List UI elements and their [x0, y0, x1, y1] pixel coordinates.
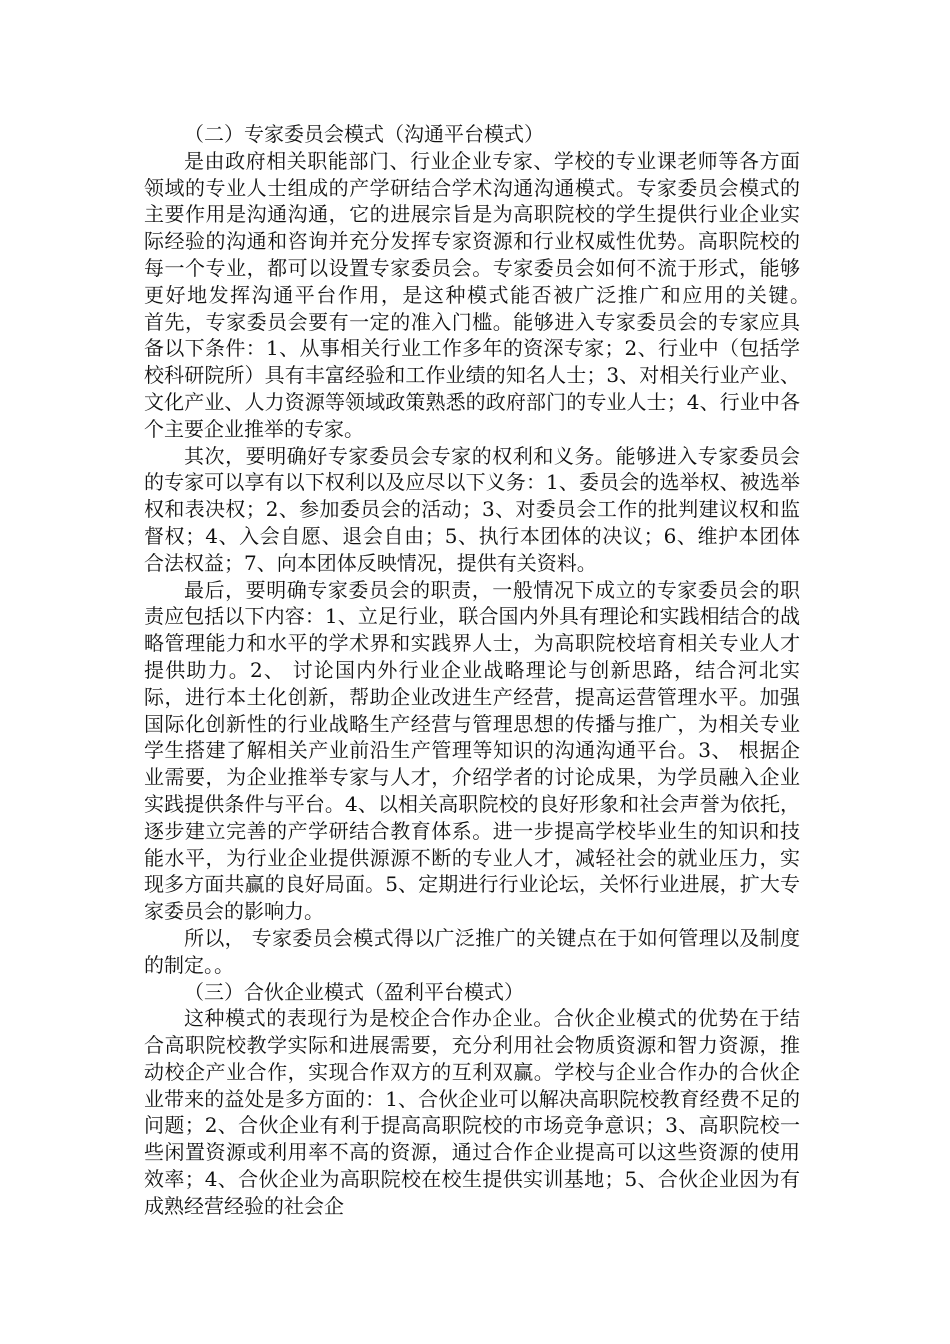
paragraph-expert-rights-duties: 其次，要明确好专家委员会专家的权利和义务。能够进入专家委员会的专家可以享有以下权利以及应尽以下义务：1、委员会的选举权、被选举权和表决权；2、参加委员会的活动；3、对委员会工作的批判建议权和监督权；4、入会自愿、退会自由；5、执行本团体的决议；6、维护本团体合法权益；7、向本团体反映情况，提供有关资料。 [144, 443, 800, 575]
paragraph-partnership-intro: 这种模式的表现行为是校企合作办企业。合伙企业模式的优势在于结合高职院校教学实际和进展需要，充分利用社会物质资源和智力资源，推动校企产业合作，实现合作双方的互利双赢。学校与企业合作办的合伙企业带来的益处是多方面的：1、合伙企业可以解决高职院校教育经费不足的问题；2、合伙企业有利于提高高职院校的市场竞争意识；3、高职院校一些闲置资源或利用率不高的资源，通过合作企业提高可以这些资源的使用效率；4、合伙企业为高职院校在校生提供实训基地；5、合伙企业因为有成熟经营经验的社会企 [144, 1006, 800, 1218]
section-heading-partnership: （三）合伙企业模式（盈利平台模式） [184, 979, 524, 1004]
paragraph-expert-responsibilities: 最后，要明确专家委员会的职责，一般情况下成立的专家委员会的职责应包括以下内容：1、立足行业，联合国内外具有理论和实践相结合的战略管理能力和水平的学术界和实践界人士，为高职院校培育相关专业人才提供助力。2、 讨论国内外行业企业战略理论与创新思路，结合河北实际，进行本土化创新，帮助企业改进生产经营，提高运营管理水平。加强国际化创新性的行业战略生产经营与管理思想的传播与推广，为相关专业学生搭建了解相关产业前沿生产管理等知识的沟通沟通平台。3、 根据企业需要，为企业推举专家与人才，介绍学者的讨论成果，为学员融入企业实践提供条件与平台。4、以相关高职院校的良好形象和社会声誉为依托，逐步建立完善的产学研结合教育体系。进一步提高学校毕业生的知识和技能水平，为行业企业提供源源不断的专业人才，减轻社会的就业压力，实现多方面共赢的良好局面。5、定期进行行业论坛，关怀行业进展，扩大专家委员会的影响力。 [144, 577, 800, 924]
paragraph-expert-committee-intro: 是由政府相关职能部门、行业企业专家、学校的专业课老师等各方面领域的专业人士组成的产学研结合学术沟通沟通模式。专家委员会模式的主要作用是沟通沟通，它的进展宗旨是为高职院校的学生提供行业企业实际经验的沟通和咨询并充分发挥专家资源和行业权威性优势。高职院校的每一个专业，都可以设置专家委员会。专家委员会如何不流于形式，能够更好地发挥沟通平台作用，是这种模式能否被广泛推广和应用的关键。 首先，专家委员会要有一定的准入门槛。能够进入专家委员会的专家应具备以下条件：1、从事相关行业工作多年的资深专家；2、行业中（包括学校科研院所）具有丰富经验和工作业绩的知名人士；3、对相关行业产业、文化产业、人力资源等领域政策熟悉的政府部门的专业人士；4、行业中各个主要企业推举的专家。 [144, 148, 860, 441]
paragraph-expert-conclusion: 所以， 专家委员会模式得以广泛推广的关键点在于如何管理以及制度的制定。。 [144, 925, 800, 977]
document-body [144, 121, 860, 1220]
section-heading-expert-committee: （二）专家委员会模式（沟通平台模式） [184, 122, 544, 146]
